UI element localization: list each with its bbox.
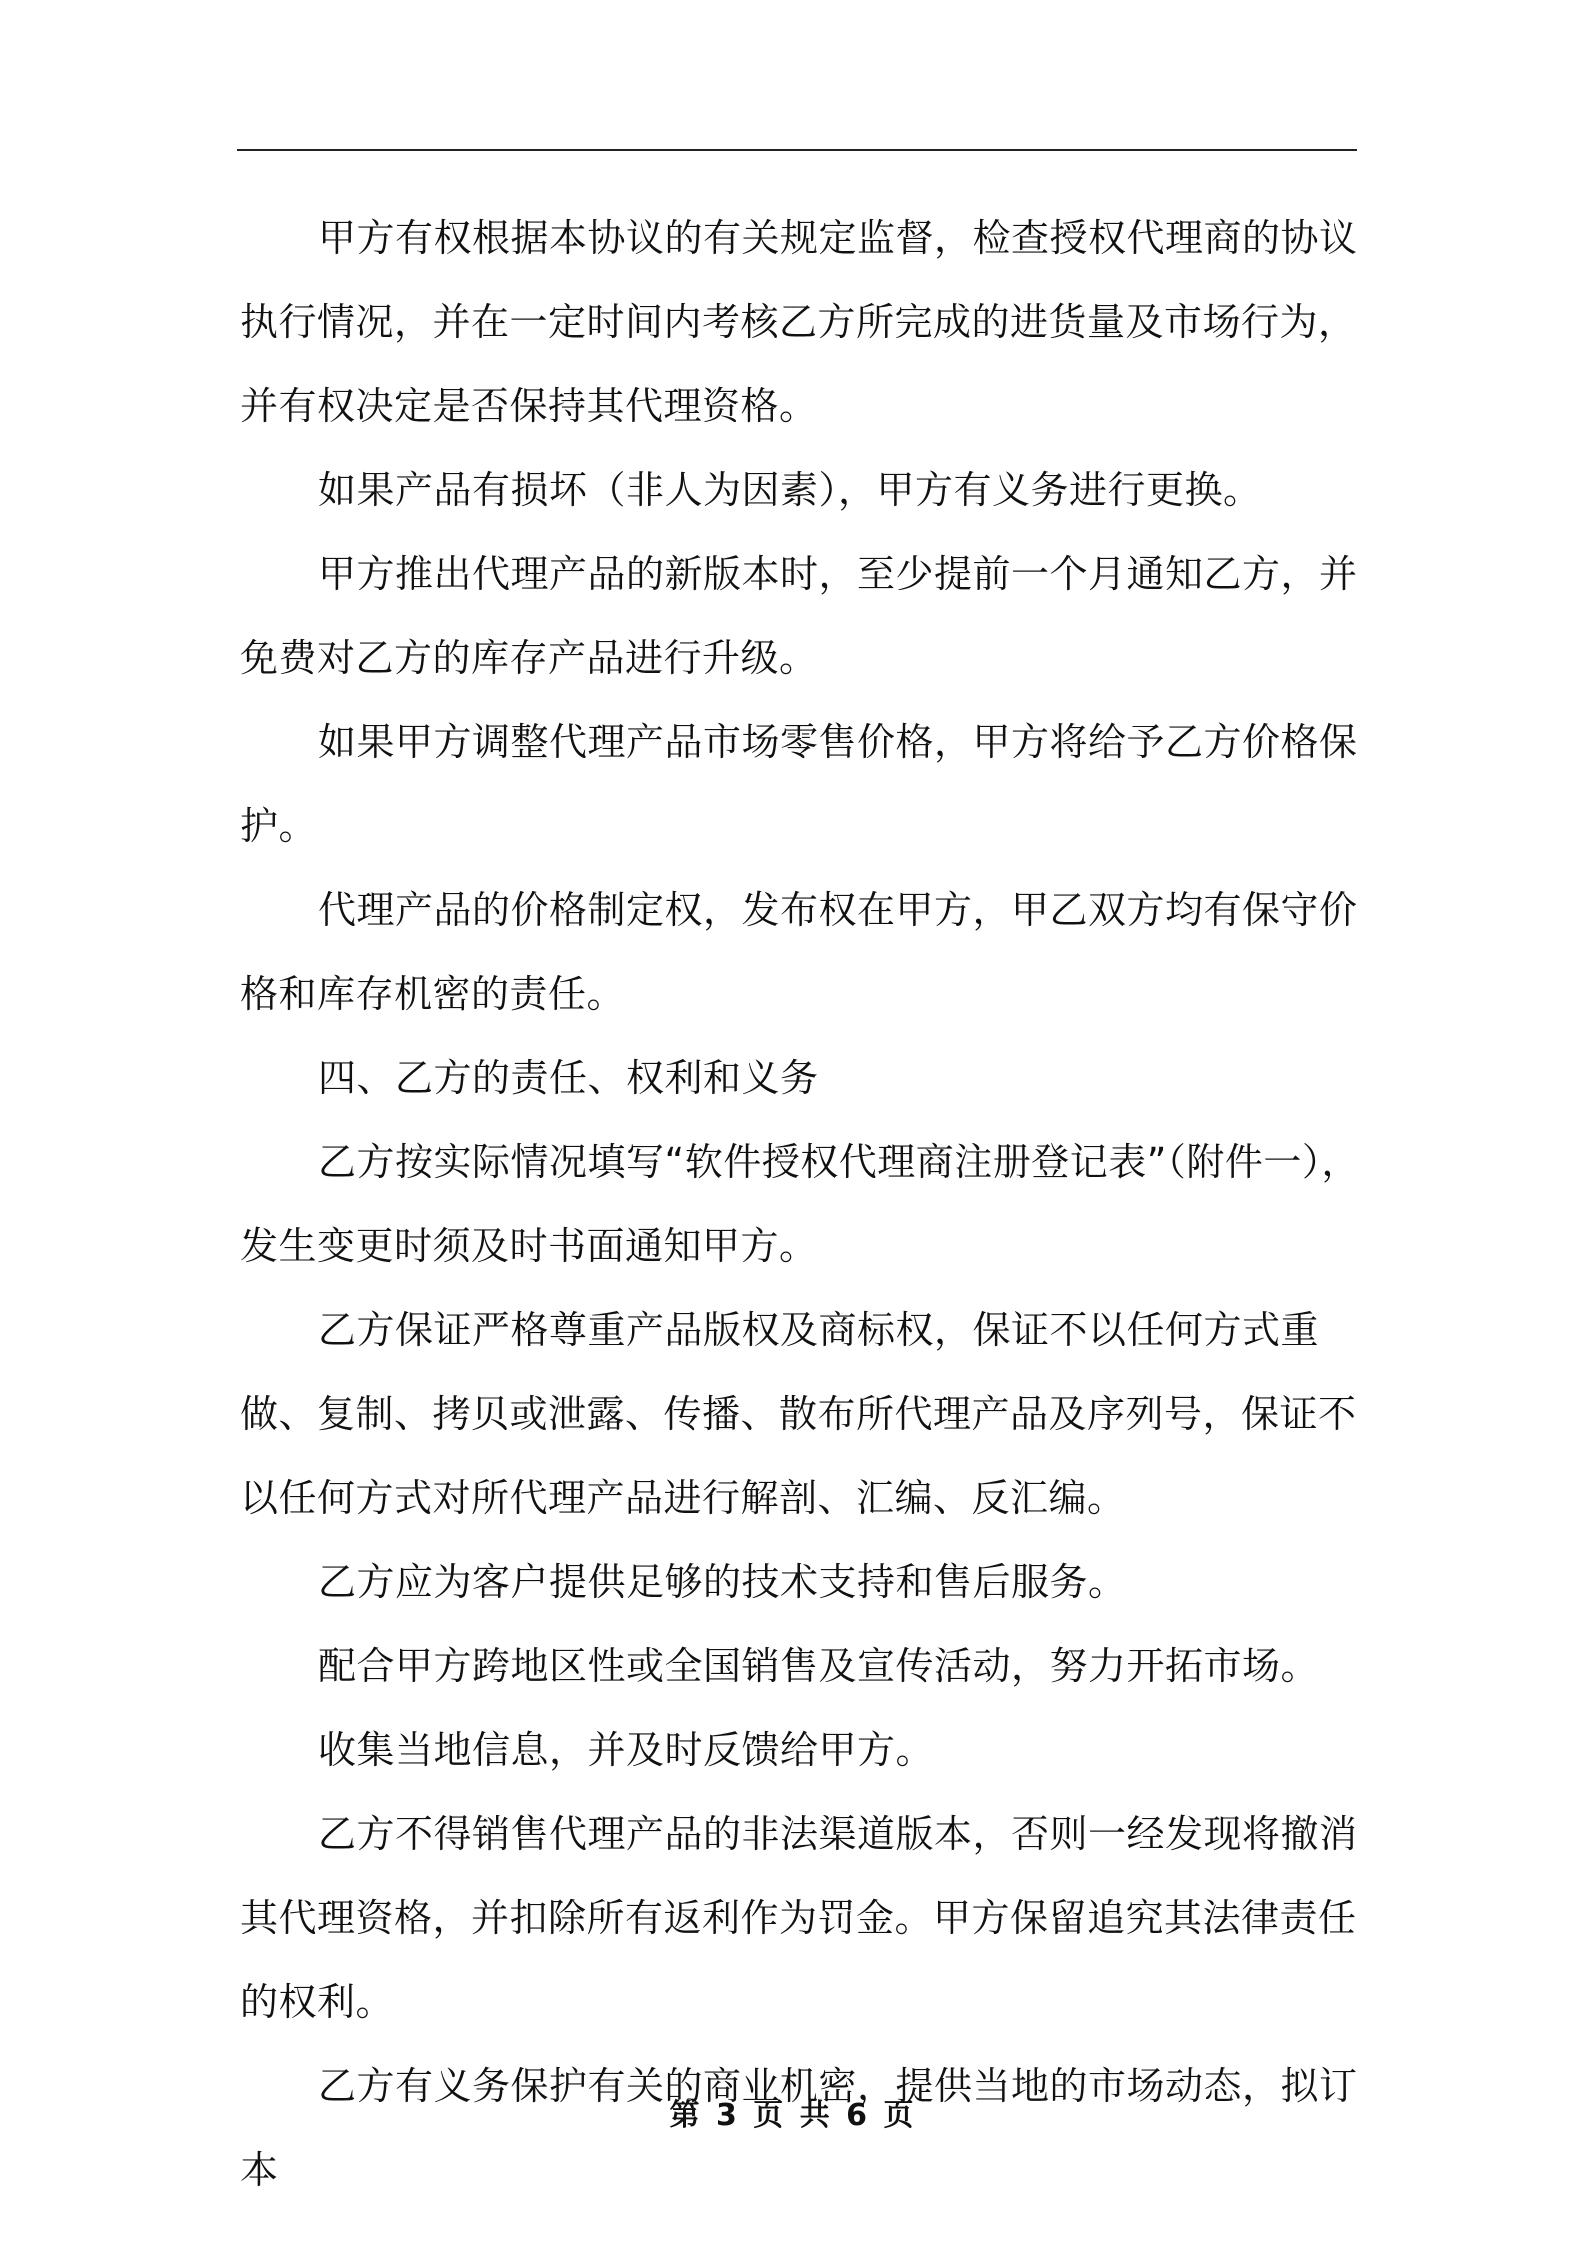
section-heading: 四、乙方的责任、权利和义务 [318,1056,819,1100]
paragraph: 甲方有权根据本协议的有关规定监督，检查授权代理商的协议执行情况，并在一定时间内考核乙方所完成的进货量及市场行为，并有权决定是否保持其代理资格。 [240,216,1358,428]
paragraph: 乙方不得销售代理产品的非法渠道版本，否则一经发现将撤消其代理资格，并扣除所有返利作为罚金。甲方保留追究其法律责任的权利。 [240,1812,1358,2024]
paragraph: 乙方有义务保护有关的商业机密，提供当地的市场动态，拟订本 [240,2064,1358,2192]
paragraph: 乙方按实际情况填写“软件授权代理商注册登记表”（附件一），发生变更时须及时书面通知甲方。 [240,1140,1360,1268]
paragraph: 乙方保证严格尊重产品版权及商标权，保证不以任何方式重做、复制、拷贝或泄露、传播、散布所代理产品及序列号，保证不以任何方式对所代理产品进行解剖、汇编、反汇编。 [240,1308,1357,1520]
paragraph: 代理产品的价格制定权，发布权在甲方，甲乙双方均有保守价格和库存机密的责任。 [240,888,1358,1016]
paragraph: 如果产品有损坏（非人为因素），甲方有义务进行更换。 [318,468,1262,512]
page-number-footer: 第 3 页 共 6 页 [669,2098,917,2133]
document-body [240,196,1380,2212]
header-rule [237,149,1357,151]
paragraph: 甲方推出代理产品的新版本时，至少提前一个月通知乙方，并免费对乙方的库存产品进行升级。 [240,552,1358,680]
paragraph: 收集当地信息，并及时反馈给甲方。 [318,1728,935,1772]
paragraph: 配合甲方跨地区性或全国销售及宣传活动，努力开拓市场。 [318,1644,1320,1688]
paragraph: 如果甲方调整代理产品市场零售价格，甲方将给予乙方价格保护。 [240,720,1358,848]
paragraph: 乙方应为客户提供足够的技术支持和售后服务。 [318,1560,1127,1604]
